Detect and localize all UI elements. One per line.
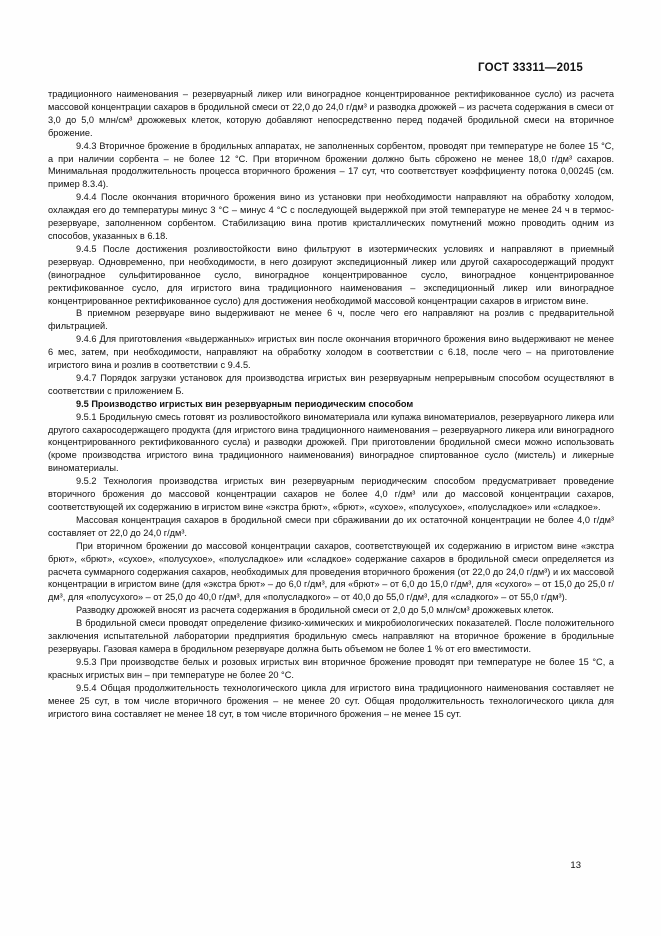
paragraph-9-4-3: 9.4.3 Вторичное брожение в бродильных аппаратах, не заполненных сорбентом, проводят при температуре не более 15 °С, а при наличии сорбента – не более 12 °С. При вторичном брожении должно быть сброжено не менее 18,0 г/дм³ сахаров. Минимальная продолжительность процесса вторичного брожения – 17 сут, что соответствует коэффициенту потока 0,00245 (см. пример 8.3.4).: [48, 140, 614, 190]
paragraph-yeast: Разводку дрожжей вносят из расчета содержания в бродильной смеси от 2,0 до 5,0 млн/см³ дрожжевых клеток.: [76, 605, 554, 616]
document-body: [48, 88, 614, 720]
paragraph-9-5-3: 9.5.3 При производстве белых и розовых игристых вин вторичное брожение проводят при температуре не более 15 °С, а красных игристых вин – при температуре не более 20 °С.: [48, 656, 614, 680]
paragraph-sugar-concentration: Массовая концентрация сахаров в бродильной смеси при сбраживании до их остаточной концентрации не более 4,0 г/дм³ составляет от 22,0 до 24,0 г/дм³.: [48, 514, 614, 538]
page-number: 13: [570, 860, 581, 871]
paragraph-secondary-fermentation: При вторичном брожении до массовой концентрации сахаров, соответствующей их содержанию в игристом вине «экстра брют», «брют», «сухое», «полусухое», «полусладкое» или «сладкое» содержание сахаров в бродильной смеси определяется из расчета суммарного содержания сахаров, необходимых для проведения вторичного брожения (от 22,0 до 24,0 г/дм³) и их массовой концентрации в игристом вине (для «экстра брют» – до 6,0 г/дм³, для «брют» – от 6,0 до 15,0 г/дм³, для «сухого» – от 15,0 до 25,0 г/дм³, для «полусухого» – от 25,0 до 40,0 г/дм³, для «полусладкого» – от 40,0 до 55,0 г/дм³, для «сладкого» – от 55,0 г/дм³).: [48, 540, 614, 603]
paragraph-lab-tests: В бродильной смеси проводят определение физико-химических и микробиологических показателей. После положительного заключения испытательной лаборатории предприятия бродильную смесь направляют на вторичное брожение в бродильные резервуары. Газовая камера в бродильном резервуаре должна быть объемом не более 1 % от его вместимости.: [48, 618, 614, 654]
paragraph-receiving-tank: В приемном резервуаре вино выдерживают не менее 6 ч, после чего его направляют на розлив с предварительной фильтрацией.: [48, 308, 614, 332]
paragraph-9-4-6: 9.4.6 Для приготовления «выдержанных» игристых вин после окончания вторичного брожения вино выдерживают не менее 6 мес, затем, при необходимости, направляют на обработку холодом в соответствии с 6.18, после чего – на приготовление игристого вина и розлив в соответствии с 9.4.5.: [48, 334, 614, 371]
document-header: ГОСТ 33311—2015: [478, 62, 583, 74]
paragraph-continuation: традиционного наименования – резервуарный ликер или виноградное концентрированное ректификованное сусло) из расчета массовой концентрации сахаров в бродильной смеси от 22,0 до 24,0 г/дм³ и разводка дрожжей – из расчета содержания в смеси от 3,0 до 5,0 млн/см³ дрожжевых клеток, которую добавляют непосредственно перед подачей бродильной смеси на вторичное брожение.: [48, 89, 614, 138]
paragraph-9-5-4: 9.5.4 Общая продолжительность технологического цикла для игристого вина традиционного наименования составляет не менее 25 сут, в том числе вторичного брожения – не менее 20 сут. Общая продолжительность технологического цикла для игристого вина составляет не менее 18 сут, в том числе вторичного брожения – не менее 15 сут.: [48, 682, 614, 719]
paragraph-9-4-7: 9.4.7 Порядок загрузки установок для производства игристых вин резервуарным непрерывным способом осуществляют в соответствии с приложением Б.: [48, 372, 614, 396]
paragraph-9-4-5: 9.4.5 После достижения розливостойкости вино фильтруют в изотермических условиях и направляют в приемный резервуар. Одновременно, при необходимости, в него дозируют экспедиционный ликер или другой сахаросодержащий продукт (виноградное сульфитированное сусло, виноградное концентрированное сусло, виноградное концентрированное ректификованное сусло, для игристого вина традиционного наименования – экспедиционный ликер или виноградное концентрированное ректификованное сусло) для достижения необходимой массовой концентрации сахаров в игристом вине.: [48, 243, 614, 306]
section-heading-9-5: 9.5 Производство игристых вин резервуарным периодическим способом: [76, 398, 414, 409]
paragraph-9-4-4: 9.4.4 После окончания вторичного брожения вино из установки при необходимости направляют на обработку холодом, охлаждая его до температуры минус 3 °С – минус 4 °С с последующей выдержкой при этой температуре не менее 24 ч в термос-резервуаре, заполненном сорбентом. Стабилизацию вина против кристаллических помутнений можно проводить одним из способов, указанных в 6.18.: [48, 192, 614, 241]
paragraph-9-5-2: 9.5.2 Технология производства игристых вин резервуарным периодическим способом предусматривает проведение вторичного брожения до массовой концентрации сахаров не более 4,0 г/дм³ или до массовой концентрации сахаров, соответствующей их содержанию в игристом вине «экстра брют», «брют», «сухое», «полусухое», «полусладкое» или «сладкое».: [48, 476, 614, 512]
paragraph-9-5-1: 9.5.1 Бродильную смесь готовят из розливостойкого виноматериала или купажа виноматериалов, резервуарного ликера или другого сахаросодержащего продукта (для игристого вина традиционного наименования – резервуарного ликера или виноградного концентрированного ректификованного сусла) и разводки дрожжей. При приготовлении бродильной смеси можно использовать (кроме производства игристого вина традиционного наименования) виноградное спиртованное сусло (мистель) и ликерные виноматериалы.: [48, 411, 614, 474]
